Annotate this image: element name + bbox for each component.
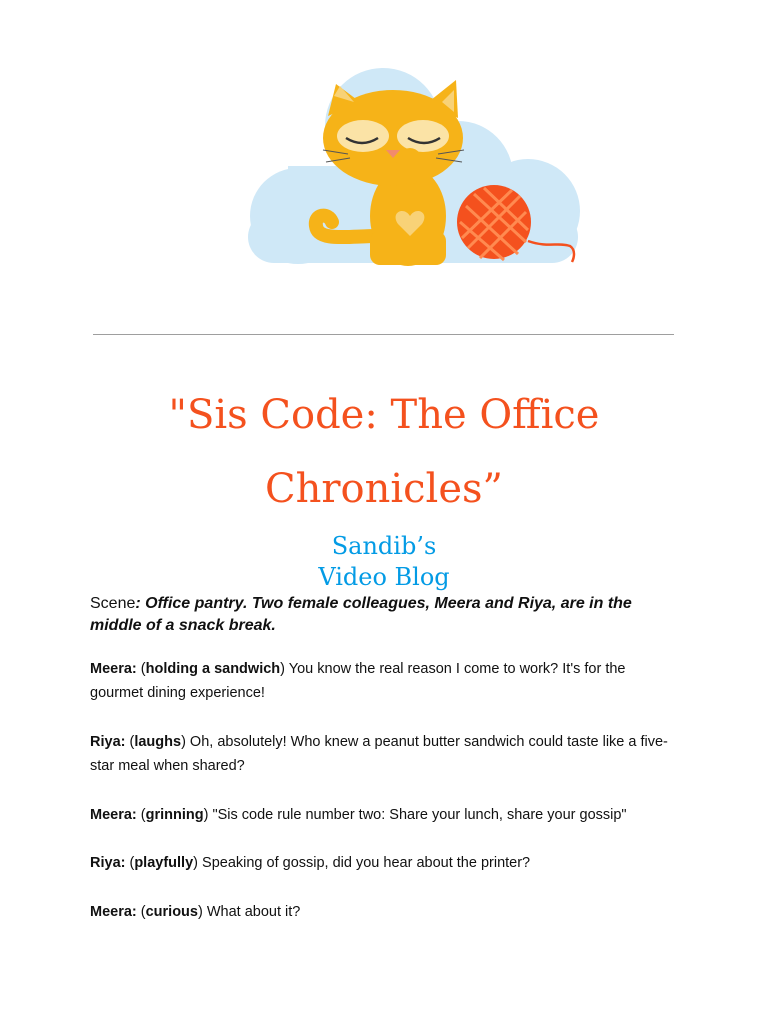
dialogue-text: Speaking of gossip, did you hear about the printer? (198, 855, 531, 871)
dialogue-line: Meera: (curious) What about it? (90, 904, 301, 920)
title-line-1: "Sis Code: The Office (168, 392, 600, 438)
stage-direction: laughs (134, 734, 182, 750)
speaker-name: Meera: (90, 661, 137, 677)
scene-label: Scene (90, 595, 136, 612)
dialogue-line: Riya: (playfully) Speaking of gossip, did you hear about the printer? (90, 855, 531, 871)
speaker-name: Meera: (90, 807, 137, 823)
subtitle-line-1: Sandib’s (331, 532, 437, 560)
speaker-name: Meera: (90, 904, 137, 920)
dialogue-line: Meera: (grinning) "Sis code rule number two: Share your lunch, share your gossip" (90, 807, 627, 823)
cat-head (323, 80, 464, 186)
stage-direction: curious (145, 904, 198, 920)
scene-text: : Office pantry. Two female colleagues, Meera and Riya, are in the middle of a snack break. (90, 595, 632, 634)
dialogue-line: Riya: (laughs) Oh, absolutely! Who knew a peanut butter sandwich could taste like a five-star meal when shared? (90, 734, 668, 774)
dialogue-text: You know the real reason I come to work? It's for the gourmet dining experience! (90, 661, 626, 701)
speaker-name: Riya: (90, 855, 126, 871)
cat-yarn-illustration (228, 66, 584, 270)
title-line-2: Chronicles” (265, 466, 503, 512)
dialogue-text: What about it? (202, 904, 301, 920)
speaker-name: Riya: (90, 734, 126, 750)
dialogue-line: Meera: (holding a sandwich) You know the real reason I come to work? It's for the gourmet dining experience! (90, 661, 626, 701)
stage-direction: holding a sandwich (145, 661, 281, 677)
stage-direction: playfully (134, 855, 194, 871)
cat-paw (396, 148, 424, 184)
scene-description (90, 593, 670, 637)
page-title (90, 378, 678, 526)
dialogue-text: Oh, absolutely! Who knew a peanut butter sandwich could taste like a five-star meal when shared? (90, 734, 668, 774)
subtitle-line-2: Video Blog (318, 563, 450, 591)
horizontal-divider (93, 334, 674, 335)
dialogue-text: "Sis code rule number two: Share your lunch, share your gossip" (208, 807, 627, 823)
page-subtitle (90, 531, 678, 593)
stage-direction: grinning (145, 807, 204, 823)
